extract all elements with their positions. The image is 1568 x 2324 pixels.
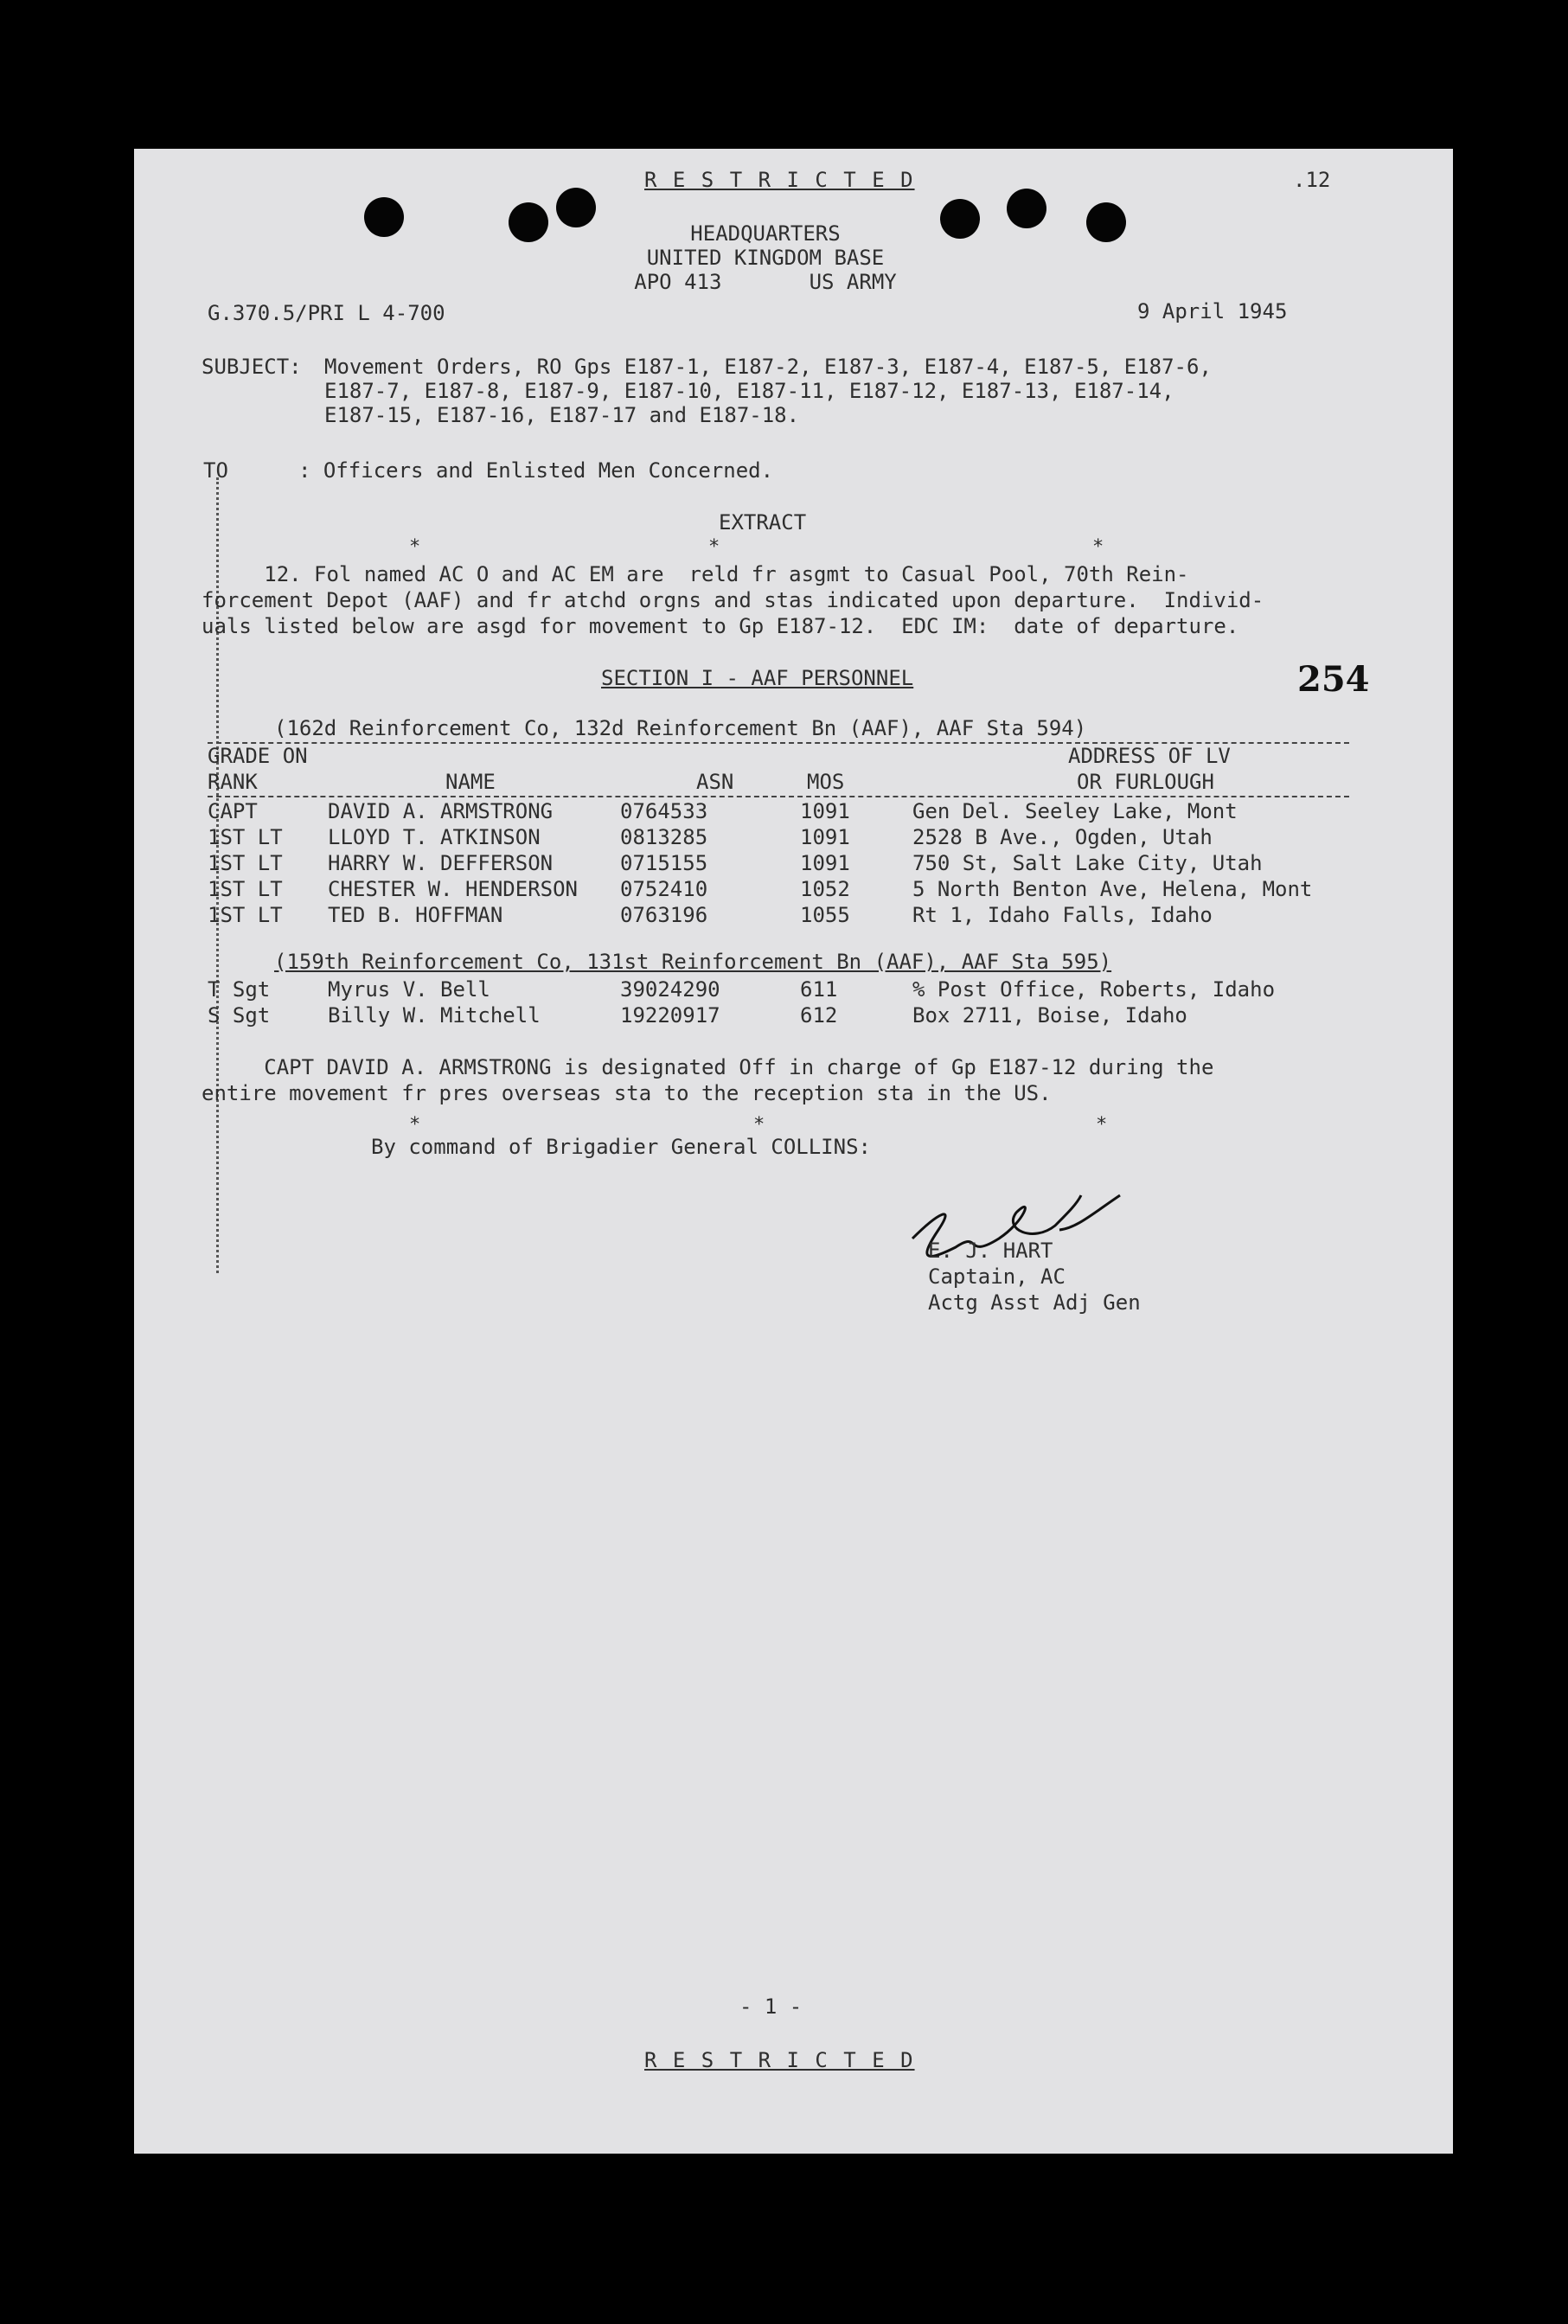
closing-line: entire movement fr pres overseas sta to the reception sta in the US. bbox=[202, 1081, 1052, 1105]
col-header-grade: GRADE ON bbox=[208, 744, 308, 768]
closing-line: CAPT DAVID A. ARMSTRONG is designated Off in charge of Gp E187-12 during the bbox=[202, 1055, 1214, 1079]
asn-cell: 0813285 bbox=[620, 825, 708, 849]
table-row bbox=[134, 825, 1453, 851]
mos-cell: 612 bbox=[800, 1003, 838, 1028]
subject-label: SUBJECT: bbox=[202, 355, 302, 379]
stamp-number: 254 bbox=[1297, 659, 1370, 700]
separator-star: * bbox=[409, 1114, 421, 1136]
table-row bbox=[134, 799, 1453, 825]
punch-hole bbox=[509, 202, 548, 242]
mos-cell: 1091 bbox=[800, 825, 850, 849]
name-cell: Billy W. Mitchell bbox=[328, 1003, 541, 1028]
subject-line: E187-7, E187-8, E187-9, E187-10, E187-11, E187-12, E187-13, E187-14, bbox=[324, 379, 1174, 403]
rank-cell: 1ST LT bbox=[208, 825, 283, 849]
col-header-address: ADDRESS OF LV bbox=[1068, 744, 1231, 768]
address-cell: Box 2711, Boise, Idaho bbox=[912, 1003, 1187, 1028]
separator-star: * bbox=[409, 536, 421, 558]
col-header-name: NAME bbox=[445, 770, 496, 794]
name-cell: CHESTER W. HENDERSON bbox=[328, 877, 578, 901]
rank-cell: T Sgt bbox=[208, 977, 271, 1002]
table-row bbox=[134, 977, 1453, 1003]
rank-cell: 1ST LT bbox=[208, 877, 283, 901]
asn-cell: 0764533 bbox=[620, 799, 708, 823]
mos-cell: 1091 bbox=[800, 851, 850, 875]
subject-line: Movement Orders, RO Gps E187-1, E187-2, E187-3, E187-4, E187-5, E187-6, bbox=[324, 355, 1212, 379]
classification-top: R E S T R I C T E D bbox=[644, 168, 915, 192]
col-header-rank: RANK bbox=[208, 770, 258, 794]
name-cell: LLOYD T. ATKINSON bbox=[328, 825, 541, 849]
address-cell: Gen Del. Seeley Lake, Mont bbox=[912, 799, 1238, 823]
table-row bbox=[134, 877, 1453, 903]
classification-bottom: R E S T R I C T E D bbox=[644, 2048, 915, 2072]
mos-cell: 611 bbox=[800, 977, 838, 1002]
separator-star: * bbox=[753, 1114, 765, 1136]
name-cell: HARRY W. DEFFERSON bbox=[328, 851, 554, 875]
punch-hole bbox=[1007, 189, 1046, 228]
separator-star: * bbox=[708, 536, 720, 558]
col-header-address-2: OR FURLOUGH bbox=[1077, 770, 1214, 794]
signature-title: Captain, AC bbox=[928, 1264, 1066, 1289]
table-row bbox=[134, 903, 1453, 929]
asn-cell: 0715155 bbox=[620, 851, 708, 875]
to-label: TO bbox=[203, 458, 228, 483]
subject-line: E187-15, E187-16, E187-17 and E187-18. bbox=[324, 403, 800, 427]
rank-cell: S Sgt bbox=[208, 1003, 271, 1028]
asn-cell: 0763196 bbox=[620, 903, 708, 927]
document-date: 9 April 1945 bbox=[1137, 299, 1288, 323]
address-cell: % Post Office, Roberts, Idaho bbox=[912, 977, 1276, 1002]
document-page bbox=[134, 149, 1453, 2154]
command-line: By command of Brigadier General COLLINS: bbox=[371, 1135, 871, 1159]
rank-cell: CAPT bbox=[208, 799, 258, 823]
separator-star: * bbox=[1096, 1114, 1108, 1136]
page-number: - 1 - bbox=[739, 1994, 803, 2019]
paragraph-line: uals listed below are asgd for movement to Gp E187-12. EDC IM: date of departure. bbox=[202, 614, 1239, 638]
asn-cell: 19220917 bbox=[620, 1003, 720, 1028]
to-text: : Officers and Enlisted Men Concerned. bbox=[298, 458, 774, 483]
address-cell: 750 St, Salt Lake City, Utah bbox=[912, 851, 1263, 875]
unit-heading: (162d Reinforcement Co, 132d Reinforcement Bn (AAF), AAF Sta 594) bbox=[274, 716, 1087, 740]
section-title: SECTION I - AAF PERSONNEL bbox=[601, 666, 914, 690]
address-cell: 5 North Benton Ave, Helena, Mont bbox=[912, 877, 1313, 901]
name-cell: DAVID A. ARMSTRONG bbox=[328, 799, 554, 823]
col-header-asn: ASN bbox=[696, 770, 734, 794]
mos-cell: 1052 bbox=[800, 877, 850, 901]
separator-star: * bbox=[1092, 536, 1104, 558]
header-line: HEADQUARTERS bbox=[690, 221, 841, 246]
signature-role: Actg Asst Adj Gen bbox=[928, 1290, 1141, 1315]
punch-hole bbox=[364, 197, 404, 237]
rank-cell: 1ST LT bbox=[208, 903, 283, 927]
mos-cell: 1055 bbox=[800, 903, 850, 927]
address-cell: 2528 B Ave., Ogden, Utah bbox=[912, 825, 1213, 849]
unit-heading: (159th Reinforcement Co, 131st Reinforcement Bn (AAF), AAF Sta 595) bbox=[274, 950, 1112, 974]
asn-cell: 0752410 bbox=[620, 877, 708, 901]
paragraph-line: 12. Fol named AC O and AC EM are reld fr asgmt to Casual Pool, 70th Rein- bbox=[202, 562, 1189, 586]
header-line: APO 413 US ARMY bbox=[634, 270, 897, 294]
file-ref: G.370.5/PRI L 4-700 bbox=[208, 301, 445, 325]
punch-hole bbox=[1086, 202, 1126, 242]
mos-cell: 1091 bbox=[800, 799, 850, 823]
header-line: UNITED KINGDOM BASE bbox=[646, 246, 885, 270]
table-row bbox=[134, 851, 1453, 877]
page-ref: .12 bbox=[1293, 168, 1331, 192]
table-rule bbox=[208, 796, 1349, 797]
asn-cell: 39024290 bbox=[620, 977, 720, 1002]
table-row bbox=[134, 1003, 1453, 1029]
extract-label: EXTRACT bbox=[719, 510, 807, 535]
name-cell: TED B. HOFFMAN bbox=[328, 903, 503, 927]
col-header-mos: MOS bbox=[807, 770, 845, 794]
rank-cell: 1ST LT bbox=[208, 851, 283, 875]
paragraph-line: forcement Depot (AAF) and fr atchd orgns and stas indicated upon departure. Individ- bbox=[202, 588, 1264, 612]
signature-name: E. J. HART bbox=[928, 1239, 1053, 1263]
name-cell: Myrus V. Bell bbox=[328, 977, 490, 1002]
address-cell: Rt 1, Idaho Falls, Idaho bbox=[912, 903, 1213, 927]
